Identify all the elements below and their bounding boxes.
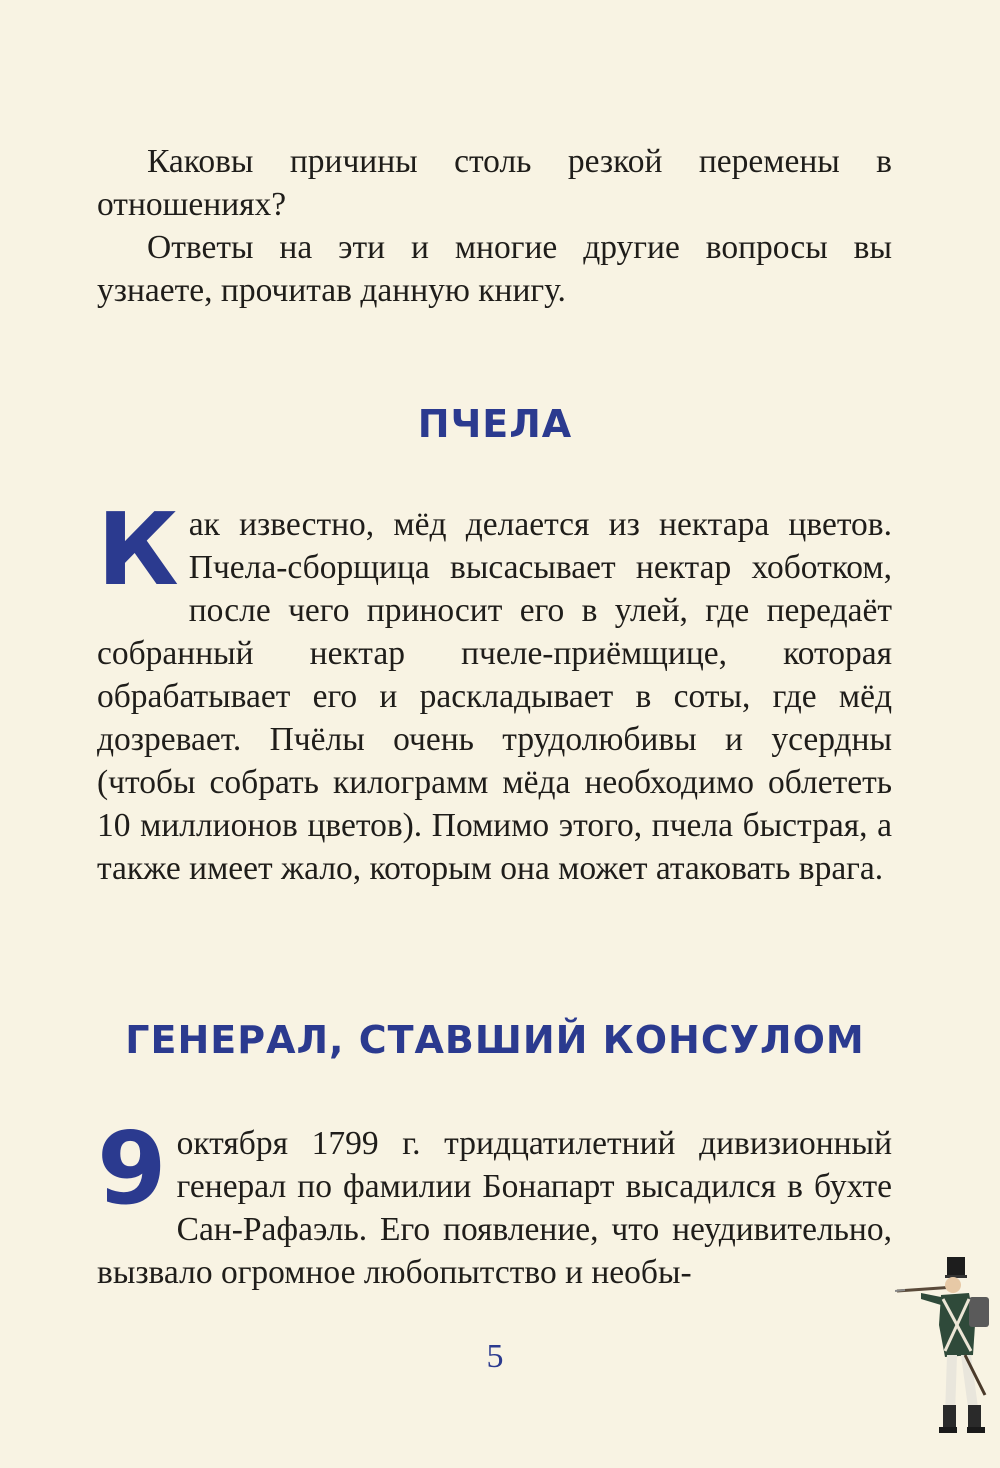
soldier-illustration [895, 1255, 995, 1445]
page-number: 5 [486, 1338, 504, 1375]
bee-section-body [97, 491, 892, 890]
dropcap-general: 9 [97, 1110, 167, 1227]
general-text: октября 1799 г. тридцатилетний дивизионный генерал по фамилии Бонапарт высадился в бухте Сан-Рафаэль. Его появление, что неудивительно, вызвало огромное любопытство и необы- [97, 1125, 892, 1291]
section-title-bee: ПЧЕЛА [417, 402, 573, 446]
dropcap-bee: К [97, 491, 179, 608]
section-title-general: ГЕНЕРАЛ, СТАВШИЙ КОНСУЛОМ [125, 1018, 865, 1062]
intro-paragraph-2: Ответы на эти и многие другие вопросы вы узнаете, прочитав данную книгу. [97, 229, 892, 309]
intro-block [97, 140, 892, 312]
general-paragraph [97, 1110, 892, 1294]
intro-paragraph-1: Каковы причины столь резкой перемены в отношениях? [97, 143, 892, 223]
general-section-body [97, 1110, 892, 1294]
bee-text: ак известно, мёд делается из нектара цветов. Пчела-сборщица высасывает нектар хоботком, после чего приносит его в улей, где передаёт собранный нектар пчеле-приёмщице, которая обрабатывает его и раскладывает в соты, где мёд дозревает. Пчёлы очень трудолюбивы и усердны (чтобы собрать килограмм мёда необходимо облететь 10 миллионов цветов). Помимо этого, пчела быстрая, а также имеет жало, которым она может атаковать врага. [97, 506, 892, 887]
bee-paragraph [97, 491, 892, 890]
